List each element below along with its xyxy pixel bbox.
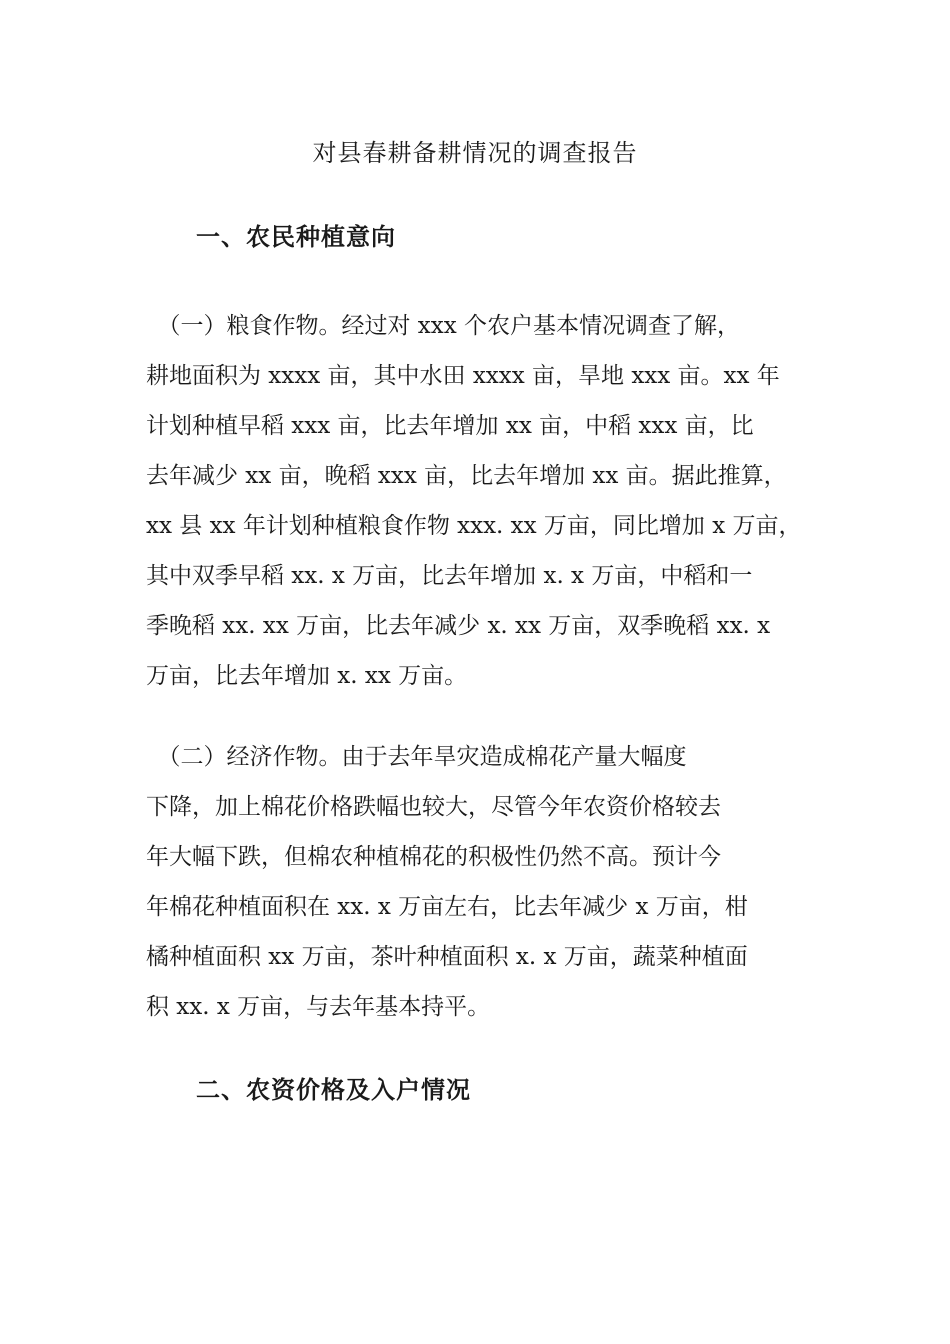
paragraph-line: 耕地面积为 xxxx 亩，其中水田 xxxx 亩，旱地 xxx 亩。xx 年 [146, 363, 780, 389]
paragraph-line: 计划种植早稻 xxx 亩，比去年增加 xx 亩，中稻 xxx 亩，比 [146, 413, 754, 439]
paragraph-line: 季晚稻 xx. xx 万亩，比去年减少 x. xx 万亩，双季晚稻 xx. x [146, 613, 771, 639]
document-title: 对县春耕备耕情况的调查报告 [312, 139, 638, 167]
paragraph-line: （二）经济作物。由于去年旱灾造成棉花产量大幅度 [146, 744, 687, 770]
paragraph-line: xx 县 xx 年计划种植粮食作物 xxx. xx 万亩，同比增加 x 万亩， [146, 513, 802, 539]
paragraph-line: 积 xx. x 万亩，与去年基本持平。 [146, 994, 491, 1020]
paragraph-line: 橘种植面积 xx 万亩，茶叶种植面积 x. x 万亩，蔬菜种植面 [146, 944, 748, 970]
section-heading-2: 二、农资价格及入户情况 [196, 1076, 471, 1104]
section-heading-1: 一、农民种植意向 [196, 223, 396, 251]
paragraph-line: 去年减少 xx 亩，晚稻 xxx 亩，比去年增加 xx 亩。据此推算， [146, 463, 787, 489]
paragraph-line: 年大幅下跌，但棉农种植棉花的积极性仍然不高。预计今 [146, 844, 721, 870]
paragraph-line: 其中双季早稻 xx. x 万亩，比去年增加 x. x 万亩，中稻和一 [146, 563, 753, 589]
paragraph-line: 下降，加上棉花价格跌幅也较大，尽管今年农资价格较去 [146, 794, 721, 820]
paragraph-cash-crops [146, 732, 836, 1032]
paragraph-grain-crops [146, 301, 836, 701]
paragraph-line: （一）粮食作物。经过对 xxx 个农户基本情况调查了解， [146, 313, 741, 339]
paragraph-line: 万亩，比去年增加 x. xx 万亩。 [146, 663, 468, 689]
paragraph-line: 年棉花种植面积在 xx. x 万亩左右，比去年减少 x 万亩，柑 [146, 894, 748, 920]
